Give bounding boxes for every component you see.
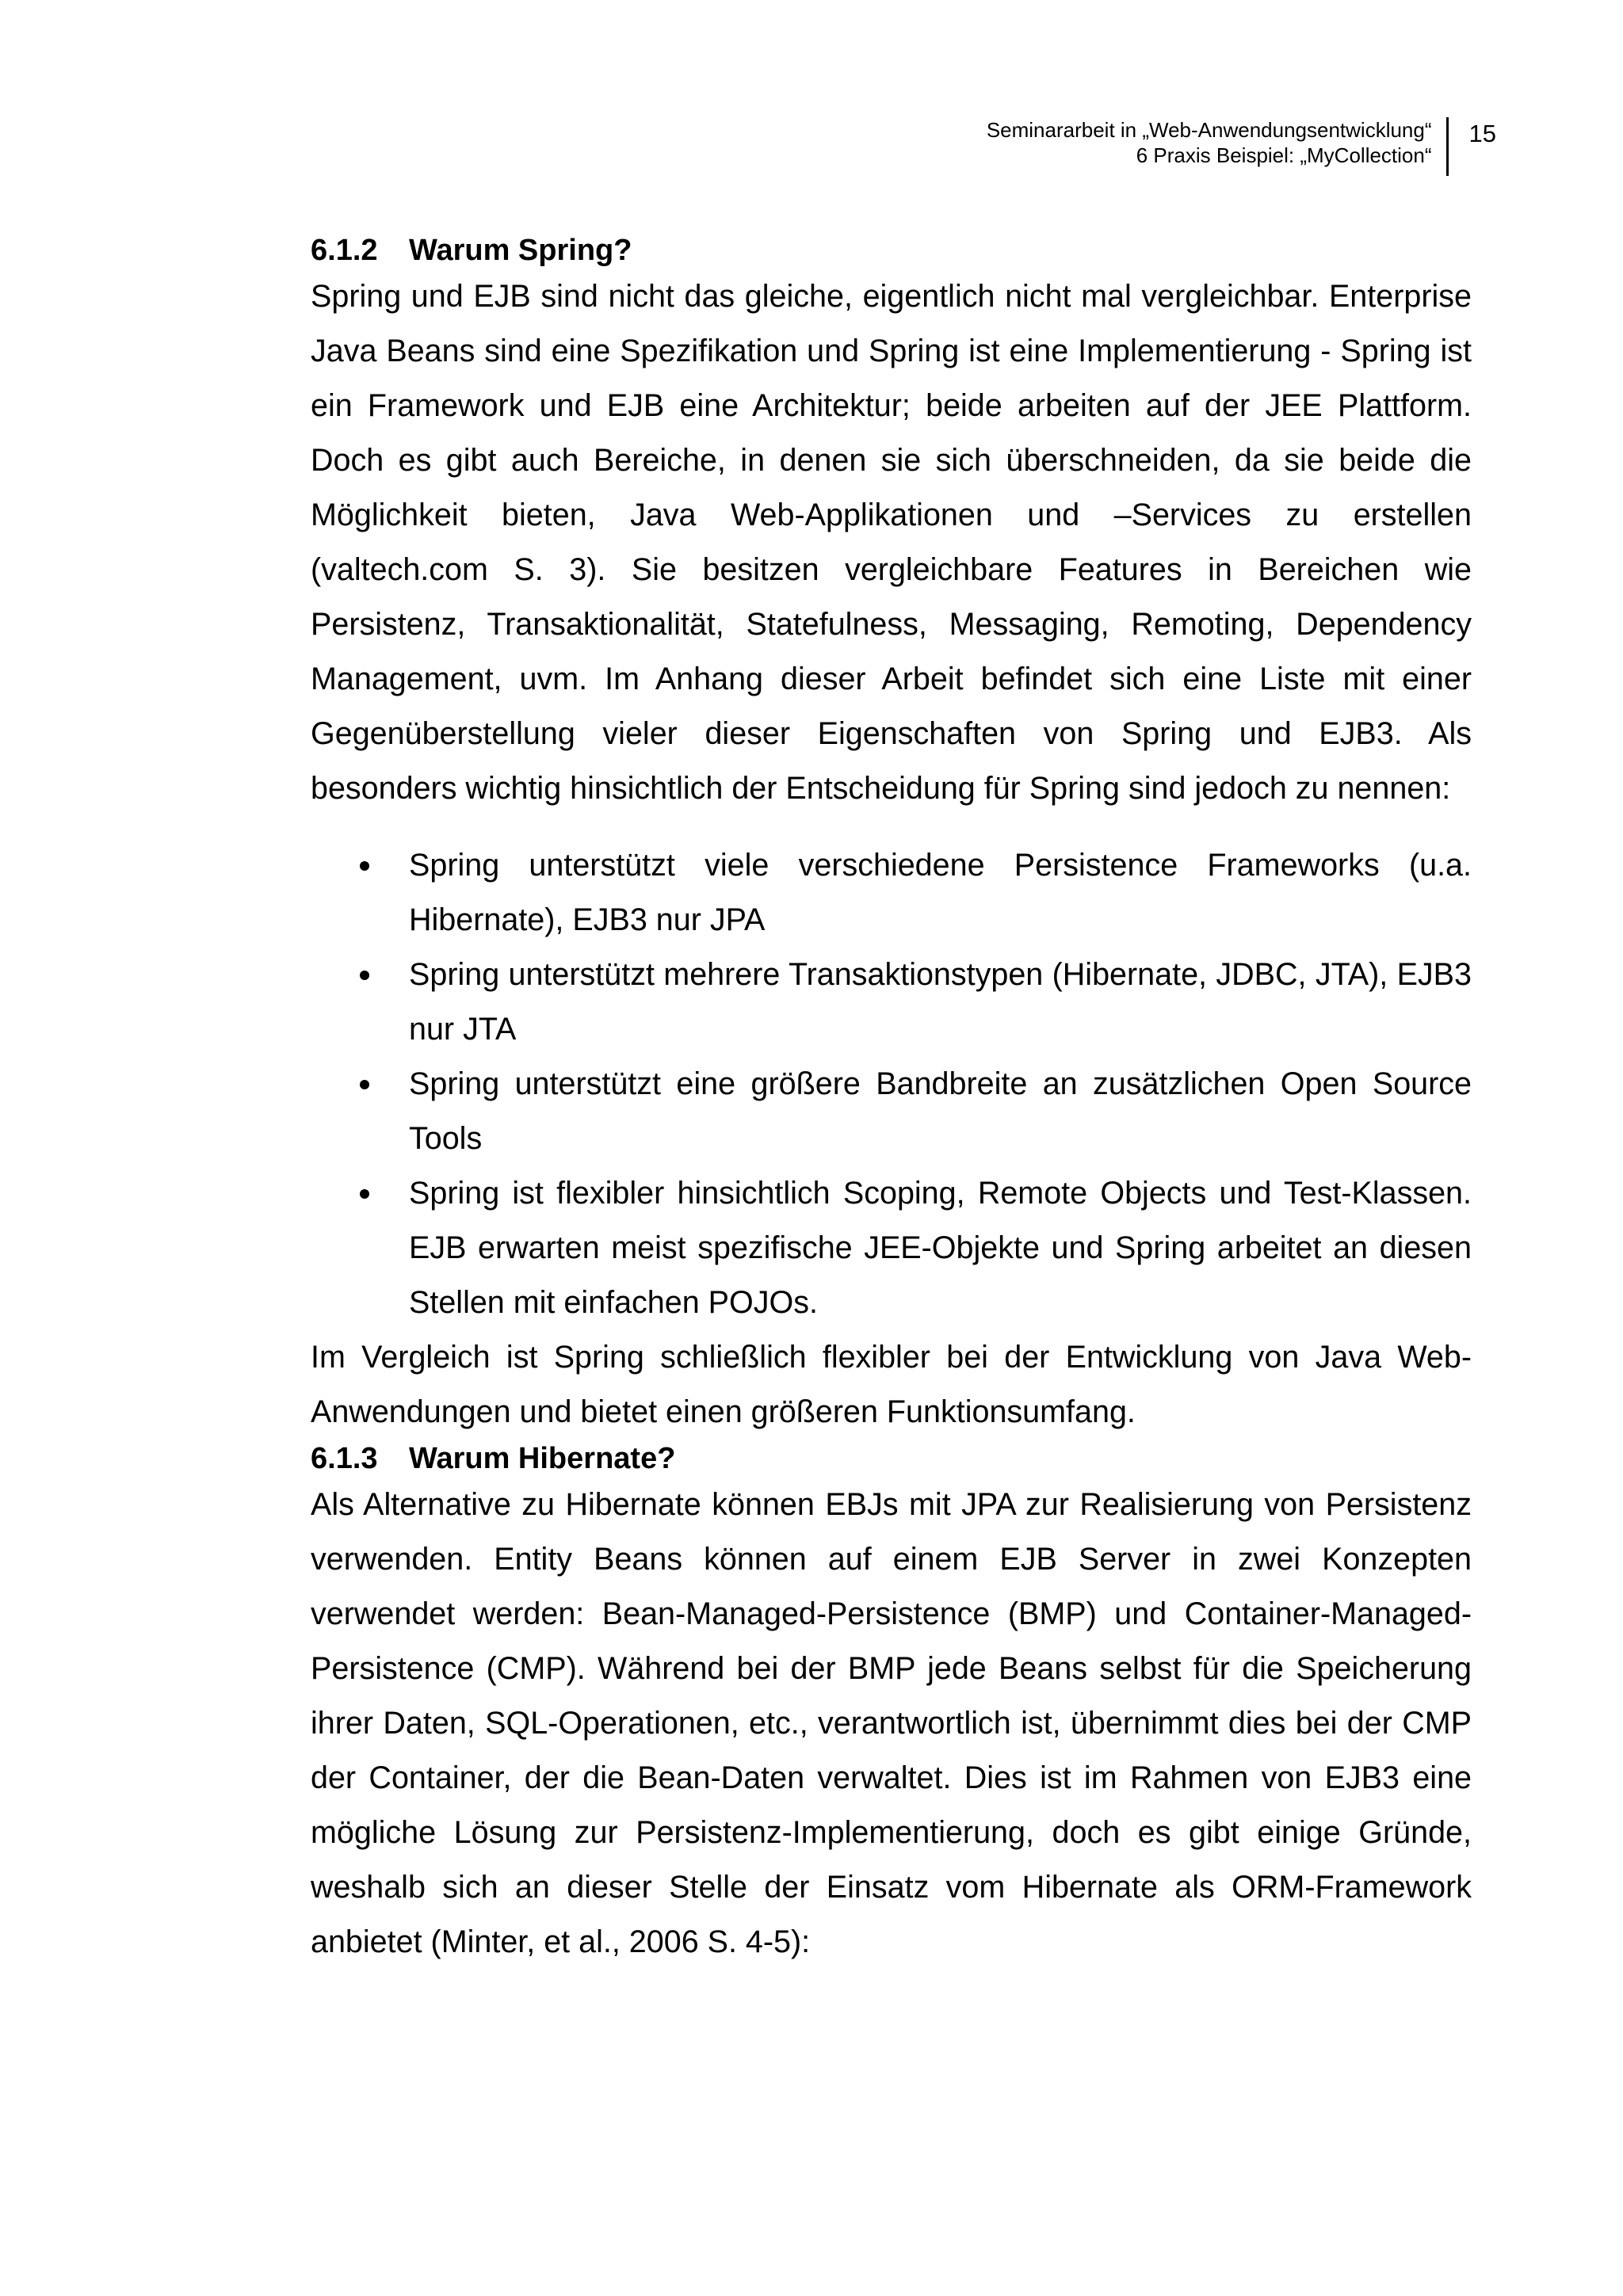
page-content xyxy=(311,231,1472,1970)
section-heading-warum-hibernate xyxy=(311,1440,1472,1478)
list-item-text: Spring unterstützt mehrere Transaktionstypen (Hibernate, JDBC, JTA), EJB3 nur JTA xyxy=(409,957,1472,1047)
bullet-icon xyxy=(360,971,369,980)
header-line-2: 6 Praxis Beispiel: „MyCollection“ xyxy=(1136,143,1432,167)
bullet-icon xyxy=(360,861,369,871)
section-number: 6.1.2 xyxy=(311,234,378,267)
section-title: Warum Spring? xyxy=(409,234,632,267)
bullet-icon xyxy=(360,1080,369,1089)
header-line-1: Seminararbeit in „Web-Anwendungsentwicklung“ xyxy=(986,118,1432,142)
paragraph-spring-intro: Spring und EJB sind nicht das gleiche, eigentlich nicht mal vergleichbar. Enterprise Java Beans sind eine Spezifikation und Spring ist eine Implementierung - Spring ist ein Framework und EJB eine Architektur; beide arbeiten auf der JEE Plattform. Doch es gibt auch Bereiche, in denen sie sich überschneiden, da sie beide die Möglichkeit bieten, Java Web-Applikationen und –Services zu erstellen (valtech.com S. 3). Sie besitzen vergleichbare Features in Bereichen wie Persistenz, Transaktionalität, Statefulness, Messaging, Remoting, Dependency Management, uvm. Im Anhang dieser Arbeit befindet sich eine Liste mit einer Gegenüberstellung vieler dieser Eigenschaften von Spring und EJB3. Als besonders wichtig hinsichtlich der Entscheidung für Spring sind jedoch zu nennen: xyxy=(311,279,1472,806)
paragraph-spring-conclusion: Im Vergleich ist Spring schließlich flexibler bei der Entwicklung von Java Web-Anwendungen und bietet einen größeren Funktionsumfang. xyxy=(311,1340,1472,1429)
list-item xyxy=(311,1166,1472,1330)
list-item-text: Spring unterstützt viele verschiedene Persistence Frameworks (u.a. Hibernate), EJB3 nur JPA xyxy=(409,848,1472,937)
running-header xyxy=(987,117,1496,176)
list-item xyxy=(311,1057,1472,1166)
section-heading-warum-spring xyxy=(311,231,1472,269)
bullet-icon xyxy=(360,1189,369,1199)
section-title: Warum Hibernate? xyxy=(409,1442,676,1475)
list-item xyxy=(311,948,1472,1057)
section-number: 6.1.3 xyxy=(311,1442,378,1475)
list-item-text: Spring ist flexibler hinsichtlich Scoping, Remote Objects und Test-Klassen. EJB erwarten meist spezifische JEE-Objekte und Spring arbeitet an diesen Stellen mit einfachen POJOs. xyxy=(409,1176,1472,1320)
list-item-text: Spring unterstützt eine größere Bandbreite an zusätzlichen Open Source Tools xyxy=(409,1066,1472,1156)
list-item xyxy=(311,838,1472,948)
bullet-list-spring-advantages xyxy=(311,838,1472,1330)
header-text xyxy=(987,117,1446,168)
paragraph-hibernate-intro: Als Alternative zu Hibernate können EBJs mit JPA zur Realisierung von Persistenz verwenden. Entity Beans können auf einem EJB Server in zwei Konzepten verwendet werden: Bean-Managed-Persistence (BMP) und Container-Managed-Persistence (CMP). Während bei der BMP jede Beans selbst für die Speicherung ihrer Daten, SQL-Operationen, etc., verantwortlich ist, übernimmt dies bei der CMP der Container, der die Bean-Daten verwaltet. Dies ist im Rahmen von EJB3 eine mögliche Lösung zur Persistenz-Implementierung, doch es gibt einige Gründe, weshalb sich an dieser Stelle der Einsatz vom Hibernate als ORM-Framework anbietet (Minter, et al., 2006 S. 4-5): xyxy=(311,1487,1472,1959)
page-number: 15 xyxy=(1468,120,1496,147)
